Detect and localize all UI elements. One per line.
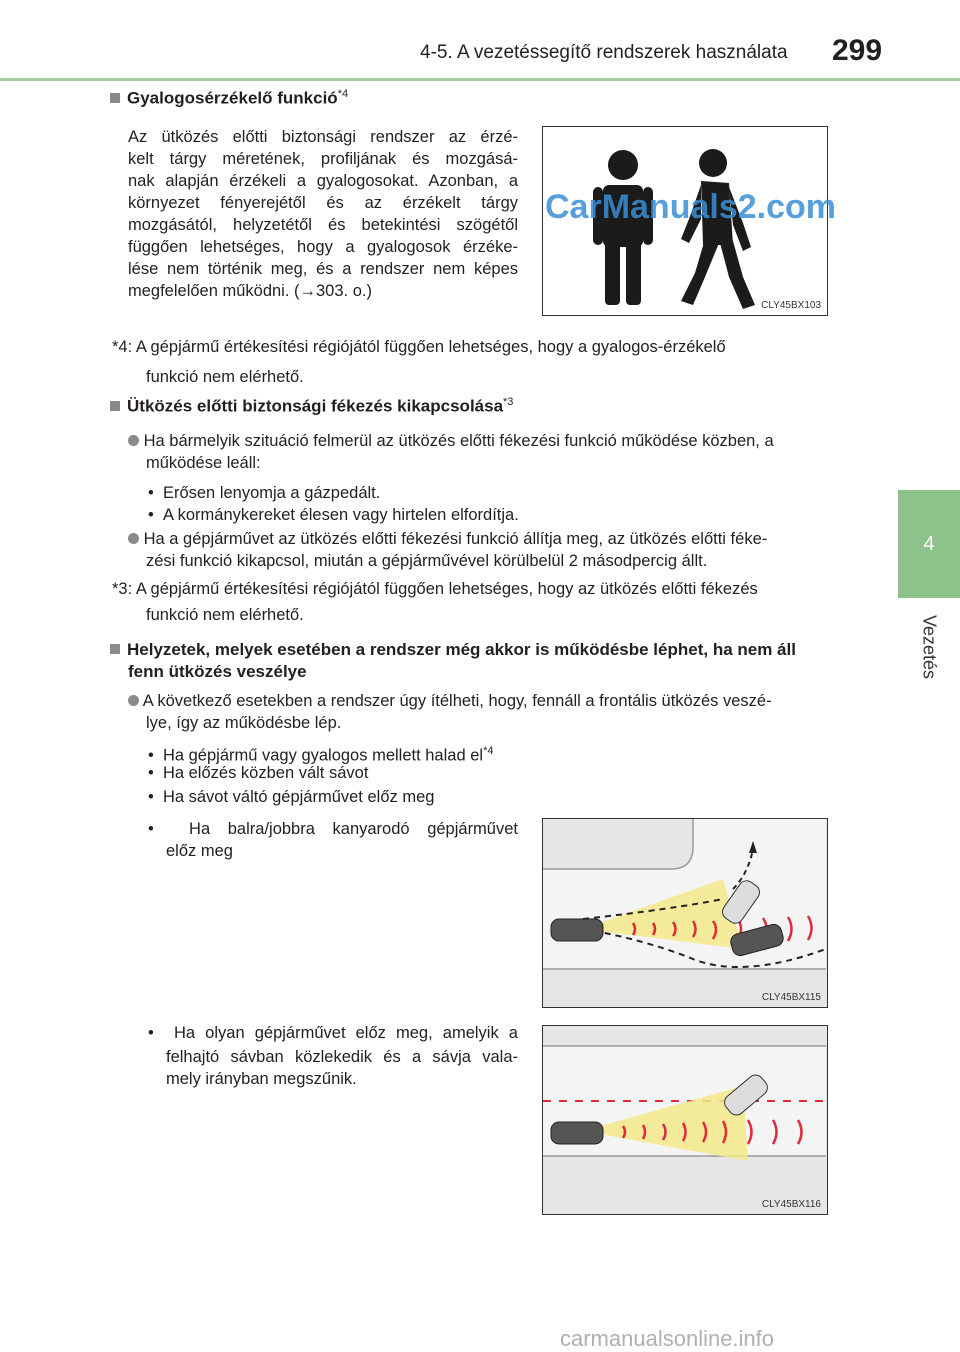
figure-code: CLY45BX116 xyxy=(761,1199,821,1210)
footnote-3: *3: A gépjármű értékesítési régiójától függően lehetséges, hogy az ütközés előtti fékezés xyxy=(112,580,758,598)
sub-list-item: • Ha olyan gépjárművet előz meg, amelyik a xyxy=(148,1024,518,1042)
sub-list-item: • A kormánykereket élesen vagy hirtelen elfordítja. xyxy=(148,506,519,524)
watermark-top: CarManuals2.com xyxy=(545,188,836,226)
sub-list-item: • Ha sávot váltó gépjárművet előz meg xyxy=(148,788,435,806)
turning-vehicle-illustration xyxy=(543,819,826,1006)
square-bullet-icon xyxy=(110,401,120,411)
sub-list-item-cont: felhajtó sávban közlekedik és a sávja vala- xyxy=(166,1048,518,1066)
heading-false-activation: Helyzetek, melyek esetében a rendszer még akkor is működésbe léphet, ha nem áll xyxy=(110,640,796,660)
merging-lane-illustration xyxy=(543,1026,826,1213)
chapter-number: 4 xyxy=(923,533,935,555)
footnote-4-cont: funkció nem elérhető. xyxy=(146,368,304,386)
standing-person-icon xyxy=(593,150,653,305)
section-title: 4-5. A vezetéssegítő rendszerek használata xyxy=(420,42,788,63)
sub-list-item: • Ha előzés közben vált sávot xyxy=(148,764,369,782)
figure-merging-lane xyxy=(542,1025,828,1215)
page-header xyxy=(0,0,960,80)
heading-pedestrian-detection: Gyalogosérzékelő funkció$^{*4}$ xyxy=(110,88,348,109)
figure-code: CLY45BX103 xyxy=(761,300,821,311)
round-bullet-icon xyxy=(128,695,139,706)
car-icon xyxy=(551,1122,603,1144)
sub-list-item-cont: mely irányban megszűnik. xyxy=(166,1070,357,1088)
round-bullet-icon xyxy=(128,533,139,544)
pedestrian-detection-text: Az ütközés előtti biztonsági rendszer az érzé- kelt tárgy méretének, profiljának és mozgásá- nak alapján érzékeli a gyalogosokat. Azonban, a környezet fényerejétől és az érzékelt tárgy mozgásától, helyzetétől és betekintési szögétől függően lehetséges, hogy a gyalogosok érzéke- lése nem történik meg, és a rendszer nem képes megfelelően működni. (→303. o.) xyxy=(128,128,518,300)
round-bullet-icon xyxy=(128,435,139,446)
chapter-tab[interactable] xyxy=(898,490,960,598)
list-item-cont: működése leáll: xyxy=(146,454,261,472)
figure-turning-vehicle xyxy=(542,818,828,1008)
sub-list-item: • Ha balra/jobbra kanyarodó gépjárművet xyxy=(148,820,518,838)
sub-list-item-cont: előz meg xyxy=(166,842,233,860)
figure-code: CLY45BX115 xyxy=(761,992,821,1003)
heading-false-activation-cont: fenn ütközés veszélye xyxy=(128,662,307,681)
sub-list-item: • Erősen lenyomja a gázpedált. xyxy=(148,484,381,502)
watermark-bottom: carmanualsonline.info xyxy=(560,1326,775,1351)
list-item-cont: zési funkció kikapcsol, miután a gépjárművével körülbelül 2 másodpercig állt. xyxy=(146,552,708,570)
footnote-4: *4: A gépjármű értékesítési régiójától függően lehetséges, hogy a gyalogos-érzékelő xyxy=(112,338,726,356)
footnote-3-cont: funkció nem elérhető. xyxy=(146,606,304,624)
walking-person-icon xyxy=(681,149,755,309)
list-item-cont: lye, így az működésbe lép. xyxy=(146,714,342,732)
square-bullet-icon xyxy=(110,93,120,103)
page-number: 299 xyxy=(832,34,883,67)
list-item: Ha bármelyik szituáció felmerül az ütközés előtti fékezési funkció működése közben, a xyxy=(128,430,858,452)
heading-brake-disable: Ütközés előtti biztonsági fékezés kikapcsolása$^{*3}$ xyxy=(110,396,513,417)
header-rule xyxy=(0,78,960,81)
car-icon xyxy=(551,919,603,941)
list-item: A következő esetekben a rendszer úgy ítélheti, hogy, fennáll a frontális ütközés veszé- xyxy=(128,690,858,712)
square-bullet-icon xyxy=(110,644,120,654)
sub-list-item: • Ha gépjármű vagy gyalogos mellett halad $el^{*4}$ xyxy=(148,745,494,765)
list-item: Ha a gépjárművet az ütközés előtti fékezési funkció állítja meg, az ütközés előtti féke- xyxy=(128,528,858,550)
chapter-label: Vezetés xyxy=(919,614,940,680)
